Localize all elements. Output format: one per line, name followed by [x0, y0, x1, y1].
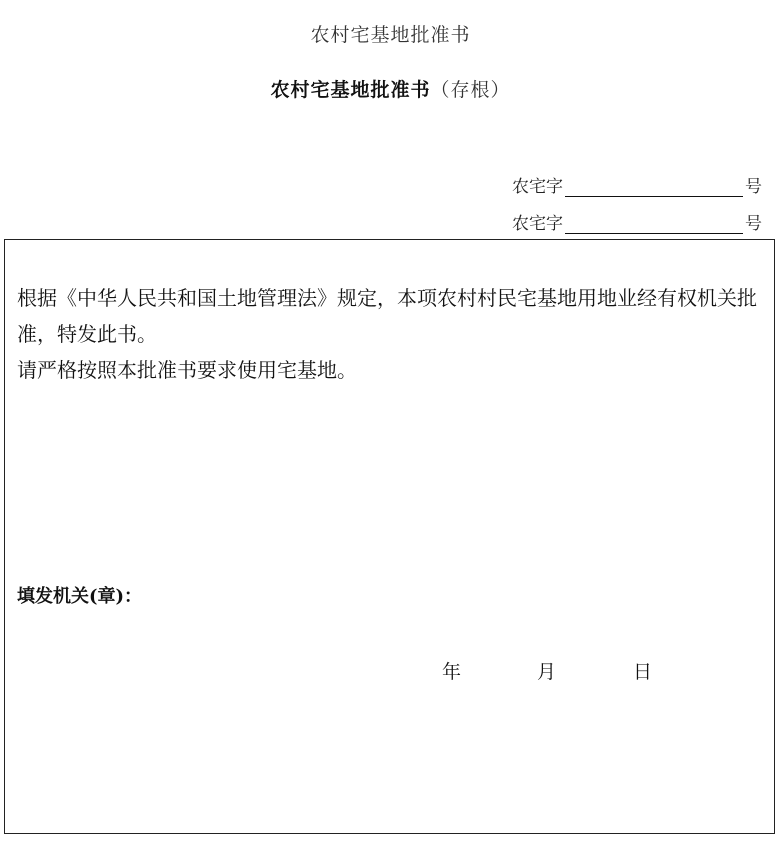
document-number-line [512, 209, 762, 234]
certificate-body [17, 280, 765, 388]
document-heading-main: 农村宅基地批准书 [270, 79, 431, 101]
number-suffix: 号 [745, 177, 762, 197]
certificate-paragraph: 请严格按照本批准书要求使用宅基地。 [17, 358, 357, 382]
certificate-box [4, 239, 775, 834]
document-heading-suffix: （存根） [430, 79, 511, 101]
number-blank [565, 178, 743, 197]
number-prefix: 农宅字 [512, 214, 563, 234]
certificate-paragraph: 根据《中华人民共和国土地管理法》规定，本项农村村民宅基地用地业经有权机关批准，特发此书。 [17, 286, 757, 346]
document-heading [0, 75, 781, 102]
date-day-label: 日 [633, 661, 653, 683]
number-prefix: 农宅字 [512, 177, 563, 197]
date-month-label: 月 [537, 661, 557, 683]
number-suffix: 号 [745, 214, 762, 234]
number-blank [565, 215, 743, 234]
document-number-line [512, 172, 762, 197]
date-year-label: 年 [442, 661, 462, 683]
issuer-label: 填发机关(章)： [17, 586, 143, 607]
page-title: 农村宅基地批准书 [310, 24, 471, 46]
